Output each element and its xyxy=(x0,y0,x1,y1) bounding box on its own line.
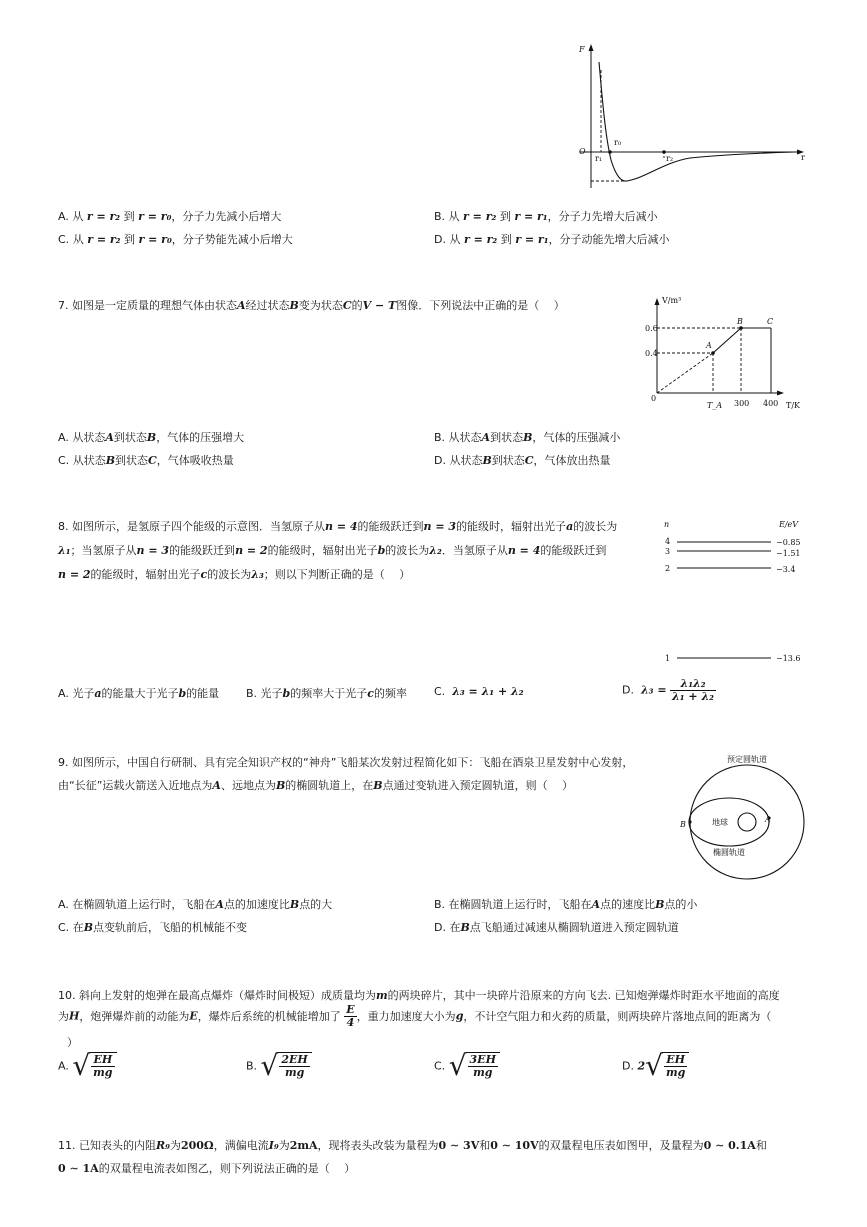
energy-4: −0.85 xyxy=(776,538,801,547)
level-2: 2 xyxy=(665,564,671,573)
sqrt-expression: √ $\frac{2EH}{mg}$ xyxy=(261,1052,312,1080)
level-4: 4 xyxy=(665,537,671,546)
q10-option-d[interactable]: D. 2 √ $\frac{EH}{mg}$ xyxy=(622,1052,689,1080)
level-n-label: n xyxy=(664,520,670,529)
vt-ylabel: V/m³ xyxy=(662,296,682,305)
energy-3: −1.51 xyxy=(776,549,801,558)
label-earth: 地球 xyxy=(712,818,728,827)
vt-x-TA: T_A xyxy=(707,401,723,410)
q9-stem-line2: 由“长征”运载火箭送入近地点为A、远地点为B的椭圆轨道上，在B点通过变轨进入预定圆轨道，则（ ） xyxy=(58,779,574,792)
q7-stem: 7. 如图是一定质量的理想气体由状态A经过状态B变为状态C的V − T图像．下列说法中正确的是（ ） xyxy=(58,299,565,312)
label-point-A: A xyxy=(765,815,771,824)
energy-2: −3.4 xyxy=(776,565,796,574)
q8-stem-line2: λ₁；当氢原子从n = 3的能级跃迁到n = 2的能级时，辐射出光子b的波长为λ₂．当氢原子从n = 4的能级跃迁到 xyxy=(58,544,607,557)
energy-fraction: $\frac{E}{4}$ xyxy=(346,1003,355,1029)
q6-option-a[interactable]: A. 从 r = r₂ 到 r = r₀，分子力先减小后增大 xyxy=(58,210,282,223)
vt-point-A: A xyxy=(706,341,712,350)
lambda-fraction: $\frac{\text{λ₁λ₂}}{\text{λ₁ + λ₂}}$ xyxy=(672,677,714,703)
label-r2: r₂ xyxy=(666,154,674,163)
vt-x-300: 300 xyxy=(734,399,750,408)
vt-y-0.6: 0.6 xyxy=(645,324,658,333)
level-E-label: E/eV xyxy=(779,520,799,529)
q8-stem-line3: n = 2的能级时，辐射出光子c的波长为λ₃；则以下判断正确的是（ ） xyxy=(58,568,411,581)
q10-stem-line1: 10. 斜向上发射的炮弹在最高点爆炸（爆炸时间极短）成质量均为m的两块碎片，其中一块碎片沿原来的方向飞去. 已知炮弹爆炸时距水平地面的高度 xyxy=(58,989,780,1002)
q9-option-d[interactable]: D. 在B点飞船通过减速从椭圆轨道进入预定圆轨道 xyxy=(434,921,679,934)
q9-stem-line1: 9. 如图所示，中国自行研制、具有完全知识产权的“神舟”飞船某次发射过程简化如下：飞船在酒泉卫星发射中心发射， xyxy=(58,756,634,769)
q11-stem-line2: 0 ∼ 1A的双量程电流表如图乙，则下列说法正确的是（ ） xyxy=(58,1162,356,1175)
q10-option-a[interactable]: A. √ $\frac{EH}{mg}$ xyxy=(58,1052,117,1080)
vt-origin: 0 xyxy=(651,394,657,403)
q6-option-b[interactable]: B. 从 r = r₂ 到 r = r₁，分子力先增大后减小 xyxy=(434,210,658,223)
q7-option-c[interactable]: C. 从状态B到状态C，气体吸收热量 xyxy=(58,454,234,467)
q10-option-c[interactable]: C. √ $\frac{3EH}{mg}$ xyxy=(434,1052,500,1080)
label-r1: r₁ xyxy=(595,154,603,163)
q8-option-d[interactable]: D. λ₃ = $\frac{\text{λ₁λ₂}}{\text{λ₁ + λ₂}}$ xyxy=(622,677,714,703)
level-1: 1 xyxy=(665,654,671,663)
axis-label-F: F xyxy=(579,45,585,54)
sqrt-expression: √ $\frac{EH}{mg}$ xyxy=(645,1052,689,1080)
vt-point-C: C xyxy=(767,317,774,326)
axis-label-r: r xyxy=(801,153,805,162)
q7-option-a[interactable]: A. 从状态A到状态B，气体的压强增大 xyxy=(58,431,245,444)
q8-option-c[interactable]: C. λ₃ = λ₁ + λ₂ xyxy=(434,685,524,698)
label-point-B: B xyxy=(680,820,686,829)
label-r0: r₀ xyxy=(614,138,622,147)
q10-stem-line2: 为H，炮弹爆炸前的动能为E，爆炸后系统的机械能增加了 $\frac{E}{4}$ ，重力加速度大小为g，不计空气阻力和火药的质量，则两块碎片落地点间的距离为（ xyxy=(58,1003,772,1029)
q8-stem-line1: 8. 如图所示，是氢原子四个能级的示意图．当氢原子从n = 4的能级跃迁到n = 3的能级时，辐射出光子a的波长为 xyxy=(58,520,618,533)
energy-1: −13.6 xyxy=(776,654,801,663)
sqrt-expression: √ $\frac{EH}{mg}$ xyxy=(72,1052,116,1080)
sqrt-expression: √ $\frac{3EH}{mg}$ xyxy=(449,1052,500,1080)
q6-option-d[interactable]: D. 从 r = r₂ 到 r = r₁，分子动能先增大后减小 xyxy=(434,233,670,246)
label-ellipse-orbit: 椭圆轨道 xyxy=(713,848,745,857)
q9-option-c[interactable]: C. 在B点变轨前后，飞船的机械能不变 xyxy=(58,921,247,934)
q10-stem-line3: ） xyxy=(67,1036,78,1049)
vt-x-400: 400 xyxy=(763,399,779,408)
q6-option-c[interactable]: C. 从 r = r₂ 到 r = r₀，分子势能先减小后增大 xyxy=(58,233,293,246)
q9-option-a[interactable]: A. 在椭圆轨道上运行时，飞船在A点的加速度比B点的大 xyxy=(58,898,333,911)
level-3: 3 xyxy=(665,547,671,556)
q11-stem-line1: 11. 已知表头的内阻R₉为200Ω，满偏电流I₉为2mA，现将表头改装为量程为0 ∼ 3V和0 ∼ 10V的双量程电压表如图甲，及量程为0 ∼ 0.1A和 xyxy=(58,1139,767,1152)
q10-option-b[interactable]: B. √ $\frac{2EH}{mg}$ xyxy=(246,1052,312,1080)
vt-point-B: B xyxy=(737,317,743,326)
q8-option-a[interactable]: A. 光子a的能量大于光子b的能量 xyxy=(58,687,220,700)
q8-option-b[interactable]: B. 光子b的频率大于光子c的频率 xyxy=(246,687,407,700)
origin-label: O xyxy=(579,147,586,156)
vt-y-0.4: 0.4 xyxy=(645,349,658,358)
q7-option-b[interactable]: B. 从状态A到状态B，气体的压强减小 xyxy=(434,431,621,444)
q7-option-d[interactable]: D. 从状态B到状态C，气体放出热量 xyxy=(434,454,611,467)
vt-xlabel: T/K xyxy=(786,401,801,410)
q9-option-b[interactable]: B. 在椭圆轨道上运行时，飞船在A点的速度比B点的小 xyxy=(434,898,698,911)
label-circle-orbit: 预定圆轨道 xyxy=(727,755,767,764)
